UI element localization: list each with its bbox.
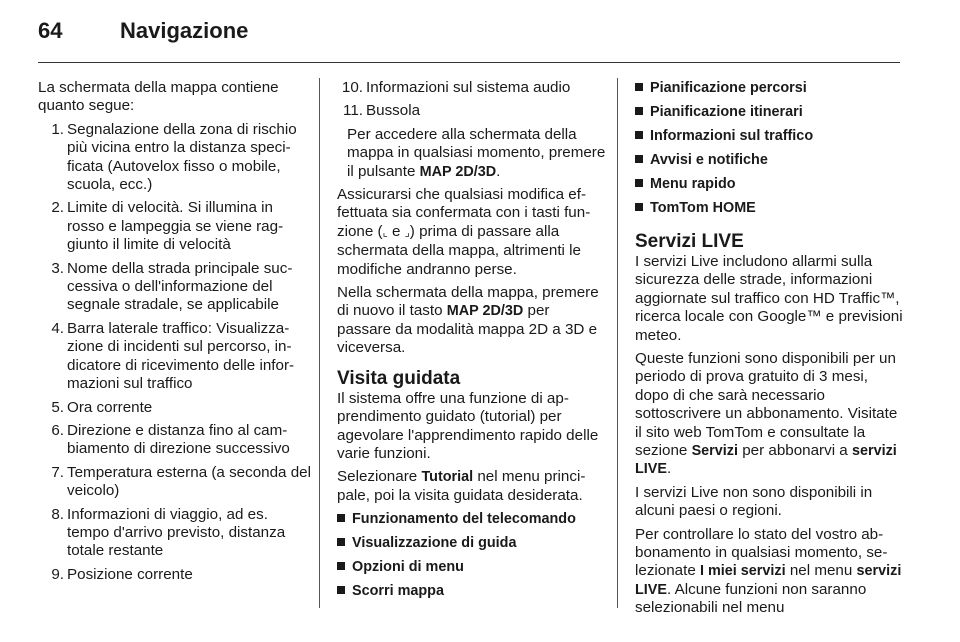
map-2d3d-button-ref: MAP 2D/3D xyxy=(419,163,497,180)
list-item: 6. Direzione e distanza fino al cambiamento di direzione successivo xyxy=(51,421,290,458)
list-item: 7. Temperatura esterna (a seconda del veicolo) xyxy=(51,463,311,500)
bullet-square-icon xyxy=(635,155,643,163)
subscription-paragraph: Per controllare lo stato del vostro abbonamento in qualsiasi momento, selezionate I miei servizi nel menu servizi LIVE. Alcune funzioni non saranno selezionabili nel menu xyxy=(635,525,902,617)
column-divider-2 xyxy=(617,78,618,608)
list-item: 3. Nome della strada principale successiva o dell'informazione del segnale stradale, se applicabile xyxy=(51,259,293,314)
bullet-square-icon xyxy=(337,538,345,546)
bullet-square-icon xyxy=(635,131,643,139)
intro-paragraph: La schermata della mappa contiene quanto segue: xyxy=(38,79,279,115)
tutorial-select-paragraph: Selezionare Tutorial nel menu principale, poi la visita guidata desiderata. xyxy=(337,468,586,504)
confirm-paragraph: Assicurarsi che qualsiasi modifica effettuata sia confermata con i tasti funzione (⌞ e ⌟) prima di passare alla schermata della mappa, altrimenti le modifiche andranno perse. xyxy=(337,186,591,278)
trial-paragraph: Queste funzioni sono disponibili per un periodo di prova gratuito di 3 mesi, dopo di che sarà necessario sottoscrivere un abbonamento. Visitate il sito web TomTom e consultate la sezione Servizi per abbonarvi a servizi LIVE. xyxy=(635,349,898,478)
map-legend-list xyxy=(38,121,314,584)
toggle-paragraph: Nella schermata della mappa, premere di nuovo il tasto MAP 2D/3D per passare da modalità mappa 2D a 3D e viceversa. xyxy=(337,284,599,357)
map-access-paragraph: Per accedere alla schermata della mappa in qualsiasi momento, premere il pulsante MAP 2D/3D. xyxy=(347,125,606,180)
list-item: Visualizzazione di guida xyxy=(337,534,607,552)
list-item: 10. Informazioni sul sistema audio xyxy=(341,79,571,96)
softkey-left-icon: ⌞ xyxy=(382,226,388,239)
page-title: Navigazione xyxy=(120,18,249,43)
list-item: Avvisi e notifiche xyxy=(635,151,905,169)
section-heading-visita-guidata: Visita guidata xyxy=(337,367,461,389)
bullet-square-icon xyxy=(635,107,643,115)
list-item: Opzioni di menu xyxy=(337,558,607,576)
servizi-ref: Servizi xyxy=(691,443,738,459)
my-services-ref: I miei servizi xyxy=(700,563,786,580)
map-2d3d-button-ref: MAP 2D/3D xyxy=(446,303,524,320)
bullet-square-icon xyxy=(635,83,643,91)
page-header xyxy=(38,18,248,48)
column-1 xyxy=(38,79,314,589)
column-divider-1 xyxy=(319,78,320,608)
bullet-square-icon xyxy=(337,514,345,522)
list-item: 4. Barra laterale traffico: Visualizzazione di incidenti sul percorso, indicatore di ricevimento delle informazioni sul traffico xyxy=(51,319,295,393)
list-item: Pianificazione itinerari xyxy=(635,103,905,121)
list-item: 11. Bussola xyxy=(343,102,421,120)
availability-paragraph: I servizi Live non sono disponibili in alcuni paesi o regioni. xyxy=(635,483,873,520)
servizi-live-ref: servizi LIVE xyxy=(635,563,902,598)
list-item: Funzionamento del telecomando xyxy=(337,510,607,528)
list-item: Menu rapido xyxy=(635,175,905,193)
bullet-square-icon xyxy=(635,179,643,187)
list-item: TomTom HOME xyxy=(635,199,905,217)
list-item: Pianificazione percorsi xyxy=(635,79,905,97)
list-item: 8. Informazioni di viaggio, ad es. tempo d'arrivo previsto, distanza totale restante xyxy=(51,505,286,560)
tutorial-paragraph: Il sistema offre una funzione di apprendimento guidato (tutorial) per agevolare l'apprendimento rapido delle varie funzioni. xyxy=(337,389,599,462)
list-item: 5. Ora corrente xyxy=(51,398,153,416)
list-item: 2. Limite di velocità. Si illumina in rosso e lampeggia se viene raggiunto il limite di velocità xyxy=(51,199,284,254)
page-number: 64 xyxy=(38,18,63,43)
bullet-square-icon xyxy=(337,586,345,594)
header-divider xyxy=(38,62,900,63)
list-item: Scorri mappa xyxy=(337,582,607,600)
list-item: Informazioni sul traffico xyxy=(635,127,905,145)
list-item: 1. Segnalazione della zona di rischio più vicina entro la distanza specificata (Autovelox fisso o mobile, scuola, ecc.) xyxy=(51,120,297,194)
live-services-paragraph: I servizi Live includono allarmi sulla sicurezza delle strade, informazioni aggiornate sul traffico con HD Traffic™, ricerca locale con Google™ e previsioni meteo. xyxy=(635,252,903,344)
tutorial-list xyxy=(337,510,607,600)
servizi-live-ref: servizi LIVE xyxy=(635,443,897,478)
bullet-square-icon xyxy=(337,562,345,570)
list-item: 9. Posizione corrente xyxy=(51,565,193,583)
column-2 xyxy=(337,79,607,606)
tutorial-list-continued xyxy=(635,79,905,217)
tutorial-menu-ref: Tutorial xyxy=(421,469,474,486)
softkey-right-icon: ⌟ xyxy=(404,226,410,239)
column-3 xyxy=(635,79,905,623)
bullet-square-icon xyxy=(635,203,643,211)
map-legend-list-continued xyxy=(337,79,607,121)
section-heading-servizi-live: Servizi LIVE xyxy=(635,230,744,252)
